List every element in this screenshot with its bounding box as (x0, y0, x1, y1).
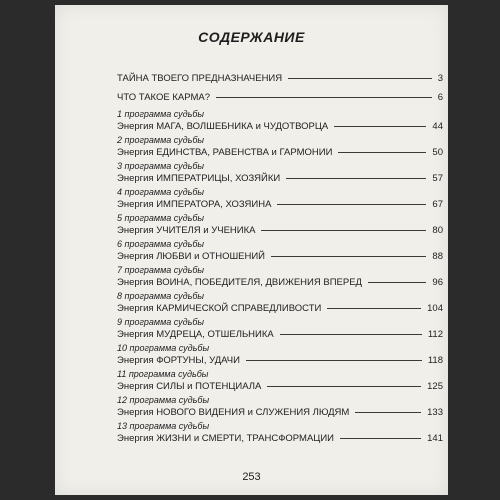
toc-page-number: 104 (427, 303, 443, 314)
dotted-leader (271, 256, 426, 257)
toc-line (117, 224, 443, 237)
toc-title: Энергия ФОРТУНЫ, УДАЧИ (117, 355, 240, 366)
toc-program-label: 12 программа судьбы (117, 395, 210, 405)
toc-title: ЧТО ТАКОЕ КАРМА? (117, 92, 210, 103)
dotted-leader (327, 308, 421, 309)
toc-line (117, 354, 443, 367)
toc-entry (117, 213, 443, 237)
dotted-leader (338, 152, 426, 153)
toc-entry (117, 265, 443, 289)
toc-page-number: 67 (432, 199, 443, 210)
dotted-leader (368, 282, 426, 283)
toc-page-number: 112 (427, 329, 443, 340)
dotted-leader (246, 360, 422, 361)
toc-line (117, 406, 443, 419)
toc-title: ТАЙНА ТВОЕГО ПРЕДНАЗНАЧЕНИЯ (117, 73, 283, 84)
toc-line (117, 302, 443, 315)
dotted-leader (340, 438, 421, 439)
toc-line (117, 91, 443, 104)
toc-page-number: 96 (432, 277, 443, 288)
book-page (55, 5, 448, 495)
toc-program-label: 4 программа судьбы (117, 187, 205, 197)
toc-program-label: 5 программа судьбы (117, 213, 205, 223)
toc-title: Энергия СИЛЫ и ПОТЕНЦИАЛА (117, 381, 262, 392)
toc-line (117, 250, 443, 263)
toc-entry (117, 317, 443, 341)
toc-entry (117, 395, 443, 419)
toc-page-number: 88 (432, 251, 443, 262)
toc-entry (117, 369, 443, 393)
toc-page-number: 133 (427, 407, 443, 418)
dotted-leader (216, 97, 432, 98)
toc-entry (117, 421, 443, 445)
toc-line (117, 432, 443, 445)
toc-page-number: 125 (427, 381, 443, 392)
toc-entry (117, 291, 443, 315)
toc-program-label: 9 программа судьбы (117, 317, 205, 327)
toc-entry (117, 135, 443, 159)
toc-line (117, 120, 443, 133)
toc-program-label: 3 программа судьбы (117, 161, 205, 171)
toc-entry (117, 109, 443, 133)
toc-program-label: 1 программа судьбы (117, 109, 205, 119)
dotted-leader (277, 204, 426, 205)
toc-line (117, 198, 443, 211)
dotted-leader (286, 178, 426, 179)
toc-title: Энергия МАГА, ВОЛШЕБНИКА и ЧУДОТВОРЦА (117, 121, 329, 132)
toc-entry (117, 72, 443, 85)
toc-page-number: 3 (437, 73, 443, 84)
toc-title: Энергия ЕДИНСТВА, РАВЕНСТВА и ГАРМОНИИ (117, 147, 333, 158)
dotted-leader (334, 126, 426, 127)
toc-title: Энергия КАРМИЧЕСКОЙ СПРАВЕДЛИВОСТИ (117, 303, 322, 314)
toc-title: Энергия НОВОГО ВИДЕНИЯ и СЛУЖЕНИЯ ЛЮДЯМ (117, 407, 350, 418)
toc-line (117, 146, 443, 159)
toc-line (117, 276, 443, 289)
toc-page-number: 118 (427, 355, 443, 366)
toc-program-label: 11 программа судьбы (117, 369, 209, 379)
toc-page-number: 50 (432, 147, 443, 158)
toc-page-number: 57 (432, 173, 443, 184)
toc-line (117, 172, 443, 185)
toc-page-number: 80 (432, 225, 443, 236)
toc-program-label: 13 программа судьбы (117, 421, 210, 431)
page-number: 253 (242, 471, 261, 483)
dotted-leader (355, 412, 421, 413)
toc-title: Энергия МУДРЕЦА, ОТШЕЛЬНИКА (117, 329, 274, 340)
toc-title: Энергия ИМПЕРАТРИЦЫ, ХОЗЯЙКИ (117, 173, 281, 184)
toc-entry (117, 91, 443, 104)
dotted-leader (280, 334, 422, 335)
toc-program-label: 10 программа судьбы (117, 343, 210, 353)
dotted-leader (267, 386, 421, 387)
toc-program-label: 8 программа судьбы (117, 291, 205, 301)
toc-entry (117, 187, 443, 211)
toc-page-number: 6 (437, 92, 443, 103)
toc-line (117, 72, 443, 85)
toc-title: Энергия ЖИЗНИ и СМЕРТИ, ТРАНСФОРМАЦИИ (117, 433, 334, 444)
toc-line (117, 380, 443, 393)
toc-page-number: 141 (427, 433, 443, 444)
toc-entry (117, 161, 443, 185)
toc-title: Энергия ВОИНА, ПОБЕДИТЕЛЯ, ДВИЖЕНИЯ ВПЕРЕД (117, 277, 362, 288)
dotted-leader (288, 78, 432, 79)
toc-page-number: 44 (432, 121, 443, 132)
toc-program-label: 2 программа судьбы (117, 135, 205, 145)
page-heading: СОДЕРЖАНИЕ (198, 29, 305, 45)
toc-line (117, 328, 443, 341)
toc-title: Энергия УЧИТЕЛЯ и УЧЕНИКА (117, 225, 256, 236)
toc-title: Энергия ИМПЕРАТОРА, ХОЗЯИНА (117, 199, 272, 210)
toc-program-label: 7 программа судьбы (117, 265, 205, 275)
toc-entry (117, 343, 443, 367)
toc-entry (117, 239, 443, 263)
toc-program-label: 6 программа судьбы (117, 239, 205, 249)
toc-title: Энергия ЛЮБВИ и ОТНОШЕНИЙ (117, 251, 266, 262)
dotted-leader (261, 230, 426, 231)
